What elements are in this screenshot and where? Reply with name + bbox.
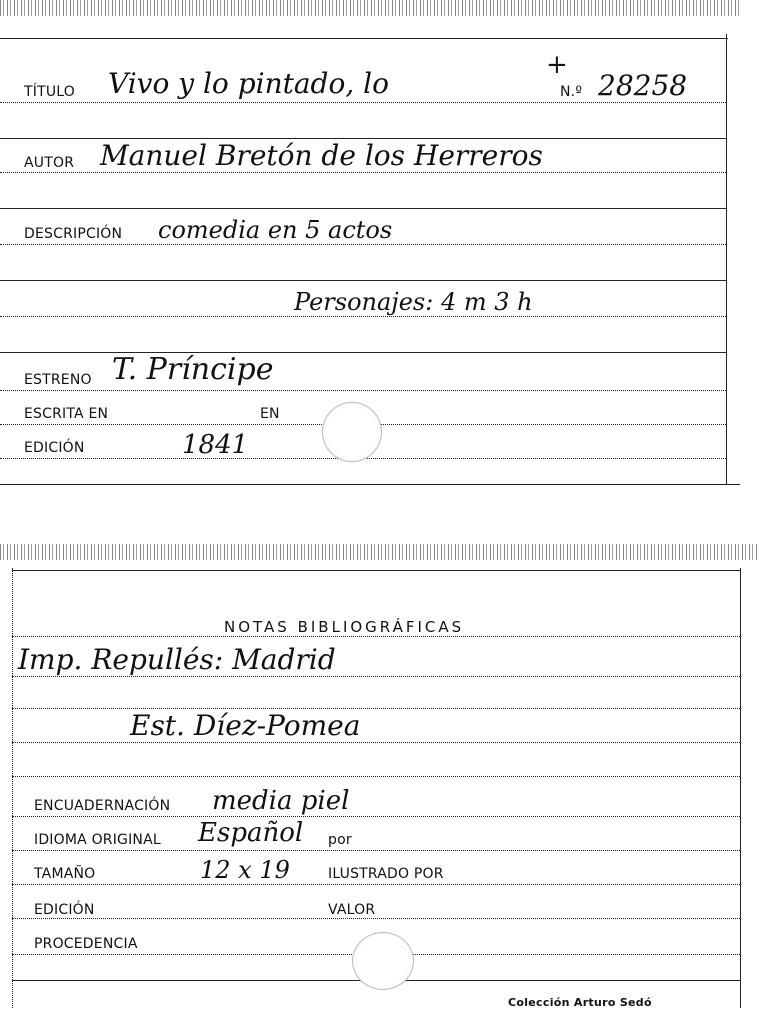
top-catalog-card [0,0,759,500]
bottom-card-top-border [12,570,740,571]
label-valor: VALOR [328,902,376,918]
label-procedencia: PROCEDENCIA [34,936,138,952]
top-card-right-border [726,34,727,484]
label-numero: N.º [560,84,583,100]
rule-autor [0,172,726,173]
label-edicion: EDICIÓN [24,440,85,456]
label-edicion-2: EDICIÓN [34,902,95,918]
bottom-catalog-card [0,540,759,1028]
rule-note-1 [12,676,740,677]
label-encuadernacion: ENCUADERNACIÓN [34,798,171,814]
rule-note-gap [12,708,740,709]
value-numero-mark: + [546,50,568,80]
paper-stain [322,402,382,462]
rule-heading [12,636,740,637]
rule-estreno [0,390,726,391]
value-estreno: T. Príncipe [112,352,274,387]
bottom-card-torn-edge [0,544,759,560]
value-encuadernacion: media piel [212,786,350,816]
rule-descripcion [0,244,726,245]
top-card-torn-edge [0,0,740,16]
value-idioma-original: Español [198,818,304,848]
rule-idioma [12,850,740,851]
value-descripcion: comedia en 5 actos [158,216,393,244]
value-titulo: Vivo y lo pintado, lo [108,67,389,100]
label-por: por [328,832,352,848]
value-edicion: 1841 [182,430,249,460]
label-en: EN [260,406,280,422]
value-personajes: Personajes: 4 m 3 h [294,288,533,316]
bottom-card-left-border [12,568,13,1008]
rule-edicion-2 [12,918,740,919]
label-autor: AUTOR [24,155,75,171]
note-estampa: Est. Díez-Pomea [130,709,361,742]
rule-blank [12,776,740,777]
rule-gap-2 [0,208,726,209]
value-autor: Manuel Bretón de los Herreros [100,139,543,172]
rule-gap-4 [0,352,726,353]
top-card-top-border [0,38,728,39]
rule-personajes [0,316,726,317]
rule-titulo [0,102,726,103]
value-numero: 28258 [598,69,688,102]
rule-gap-3 [0,280,726,281]
label-ilustrado-por: ILUSTRADO POR [328,866,444,882]
value-tamano: 12 x 19 [200,856,290,884]
rule-note-2 [12,742,740,743]
notas-heading: NOTAS BIBLIOGRÁFICAS [224,618,465,636]
rule-tamano [12,884,740,885]
label-estreno: ESTRENO [24,372,92,388]
bottom-card-right-border [740,568,741,1008]
paper-stain-2 [352,932,414,990]
label-escrita-en: ESCRITA EN [24,406,109,422]
label-tamano: TAMAÑO [34,866,96,882]
rule-encuadernacion [12,816,740,817]
note-imprenta: Imp. Repullés: Madrid [18,643,336,676]
label-idioma-original: IDIOMA ORIGINAL [34,832,161,848]
collection-footer: Colección Arturo Sedó [508,996,652,1009]
label-titulo: TÍTULO [24,84,75,100]
top-card-bottom-border [0,484,740,485]
label-descripcion: DESCRIPCIÓN [24,226,123,242]
